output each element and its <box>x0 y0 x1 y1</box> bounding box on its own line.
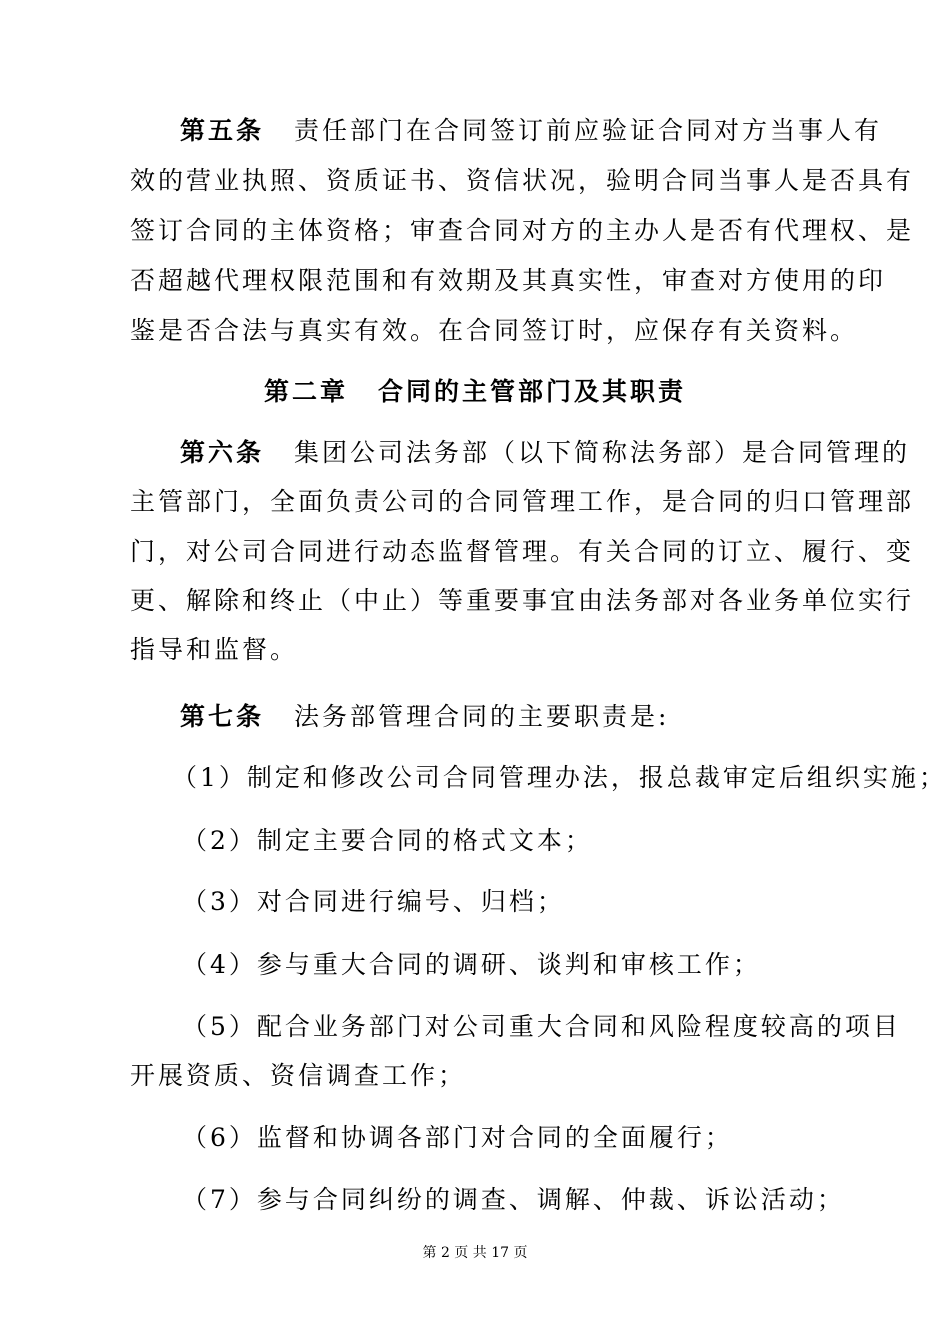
article6-line-2: 主管部门，全面负责公司的合同管理工作，是合同的归口管理部 <box>130 487 915 516</box>
chapter-number: 第二章 <box>263 377 348 406</box>
article7-item-1: （1）制定和修改公司合同管理办法，报总裁审定后组织实施； <box>172 763 947 792</box>
article7-item-5: （5）配合业务部门对公司重大合同和风险程度较高的项目 <box>182 1012 901 1041</box>
article5-label: 第五条 <box>180 116 265 145</box>
article7-label: 第七条 <box>180 702 265 731</box>
article5-line-5: 鉴是否合法与真实有效。在合同签订时，应保存有关资料。 <box>130 316 859 345</box>
article6-line-1 <box>180 438 911 468</box>
article7-line-1 <box>180 702 830 732</box>
article6-line-5: 指导和监督。 <box>130 635 299 664</box>
article7-item-3: （3）对合同进行编号、归档； <box>182 887 565 916</box>
article7-item-7: （7）参与合同纠纷的调查、调解、仲裁、诉讼活动； <box>182 1185 845 1214</box>
article7-item-2: （2）制定主要合同的格式文本； <box>182 826 593 855</box>
article7-intro: 法务部管理合同的主要职责是: <box>294 702 670 731</box>
article7-item-5-cont: 开展资质、资信调查工作； <box>130 1061 467 1090</box>
article7-item-6: （6）监督和协调各部门对合同的全面履行； <box>182 1123 733 1152</box>
article7-item-4: （4）参与重大合同的调研、谈判和审核工作； <box>182 950 761 979</box>
chapter-title: 合同的主管部门及其职责 <box>378 377 687 406</box>
article5-line-2: 效的营业执照、资质证书、资信状况，验明合同当事人是否具有 <box>130 166 915 195</box>
article6-label: 第六条 <box>180 438 265 467</box>
article5-line-1 <box>180 116 883 146</box>
article6-line-3: 门，对公司合同进行动态监督管理。有关合同的订立、履行、变 <box>130 537 915 566</box>
page-number-footer: 第 2 页 共 17 页 <box>422 1245 528 1261</box>
article5-text-1: 责任部门在合同签订前应验证合同对方当事人有 <box>294 116 883 145</box>
chapter-heading <box>0 377 950 407</box>
article6-text-1: 集团公司法务部（以下简称法务部）是合同管理的 <box>294 438 911 467</box>
article5-line-3: 签订合同的主体资格；审查合同对方的主办人是否有代理权、是 <box>130 216 915 245</box>
article5-line-4: 否超越代理权限范围和有效期及其真实性，审查对方使用的印 <box>130 266 887 295</box>
article6-line-4: 更、解除和终止（中止）等重要事宜由法务部对各业务单位实行 <box>130 586 915 615</box>
